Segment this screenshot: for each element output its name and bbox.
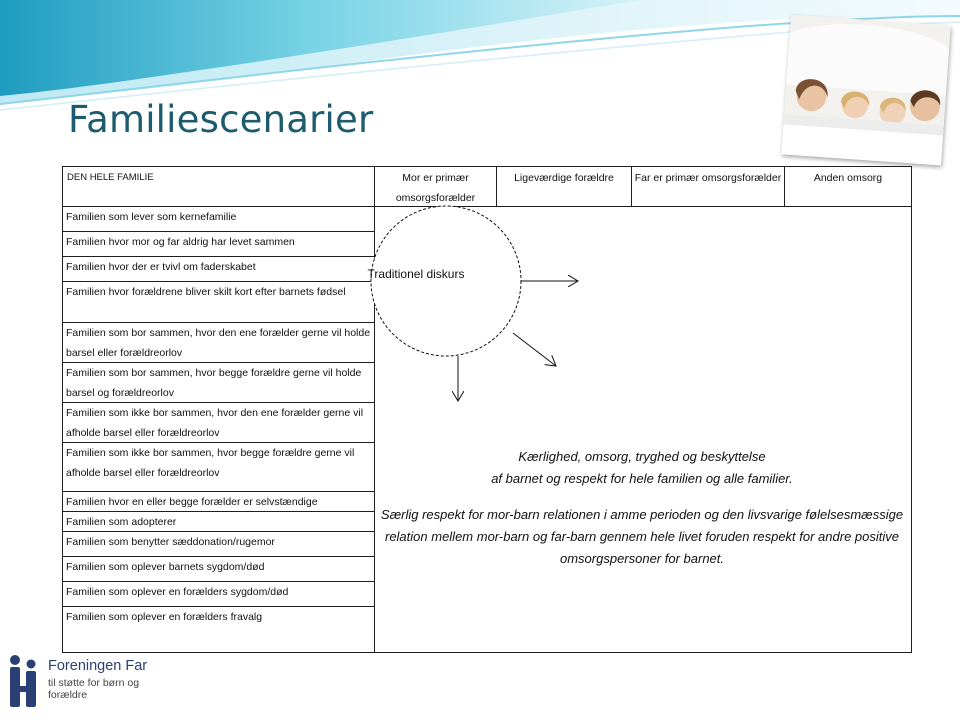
statement-paragraph-2: Særlig respekt for mor-barn relationen i amme perioden og den livsvarige følelsesmæssige relation mellem mor-barn og far-barn gennem hele livet foruden respekt for andre positive omsorgspersoner for barnet. — [380, 507, 904, 566]
page-title: Familiescenarier — [68, 98, 374, 141]
table-corner-header: DEN HELE FAMILIE — [62, 166, 375, 207]
table-row: Familien som benytter sæddonation/rugemor — [62, 531, 375, 557]
table-row: Familien som oplever en forælders fravalg — [62, 606, 375, 653]
statement-line-2: af barnet og respekt for hele familien og alle familier. — [491, 471, 793, 486]
table-row: Familien hvor forældrene bliver skilt kort efter barnets fødsel — [62, 281, 375, 323]
table-row: Familien som lever som kernefamilie — [62, 206, 375, 232]
table-row: Familien som oplever en forælders sygdom/død — [62, 581, 375, 607]
care-statement — [374, 446, 910, 570]
statement-line-1: Kærlighed, omsorg, tryghed og beskyttelse — [518, 449, 766, 464]
table-row: Familien som bor sammen, hvor den ene forælder gerne vil holde barsel eller forældreorlov — [62, 322, 375, 363]
arrow-diagonal — [513, 333, 556, 366]
logo-figure-icon — [6, 652, 42, 712]
table-row: Familien som bor sammen, hvor begge forældre gerne vil holde barsel og forældreorlov — [62, 362, 375, 403]
column-header-equal-parents: Ligeværdige forældre — [496, 166, 632, 207]
table-row: Familien som adopterer — [62, 511, 375, 532]
logo-name: Foreningen Far — [48, 658, 148, 674]
column-header-other-care: Anden omsorg — [784, 166, 912, 207]
circle-label: Traditionel diskurs — [367, 267, 465, 281]
column-header-mother-primary: Mor er primær omsorgsforælder — [374, 166, 497, 207]
foreningen-far-logo — [6, 652, 150, 718]
table-row: Familien hvor der er tvivl om faderskabet — [62, 256, 375, 282]
table-row: Familien som ikke bor sammen, hvor den ene forælder gerne vil afholde barsel eller forældreorlov — [62, 402, 375, 443]
column-header-father-primary: Far er primær omsorgsforælder — [631, 166, 785, 207]
table-row: Familien hvor en eller begge forælder er selvstændige — [62, 491, 375, 512]
table-row: Familien hvor mor og far aldrig har levet sammen — [62, 231, 375, 257]
table-row: Familien som ikke bor sammen, hvor begge forældre gerne vil afholde barsel eller forældreorlov — [62, 442, 375, 492]
table-row: Familien som oplever barnets sygdom/død — [62, 556, 375, 582]
logo-tagline: til støtte for børn og forældre — [48, 677, 140, 701]
